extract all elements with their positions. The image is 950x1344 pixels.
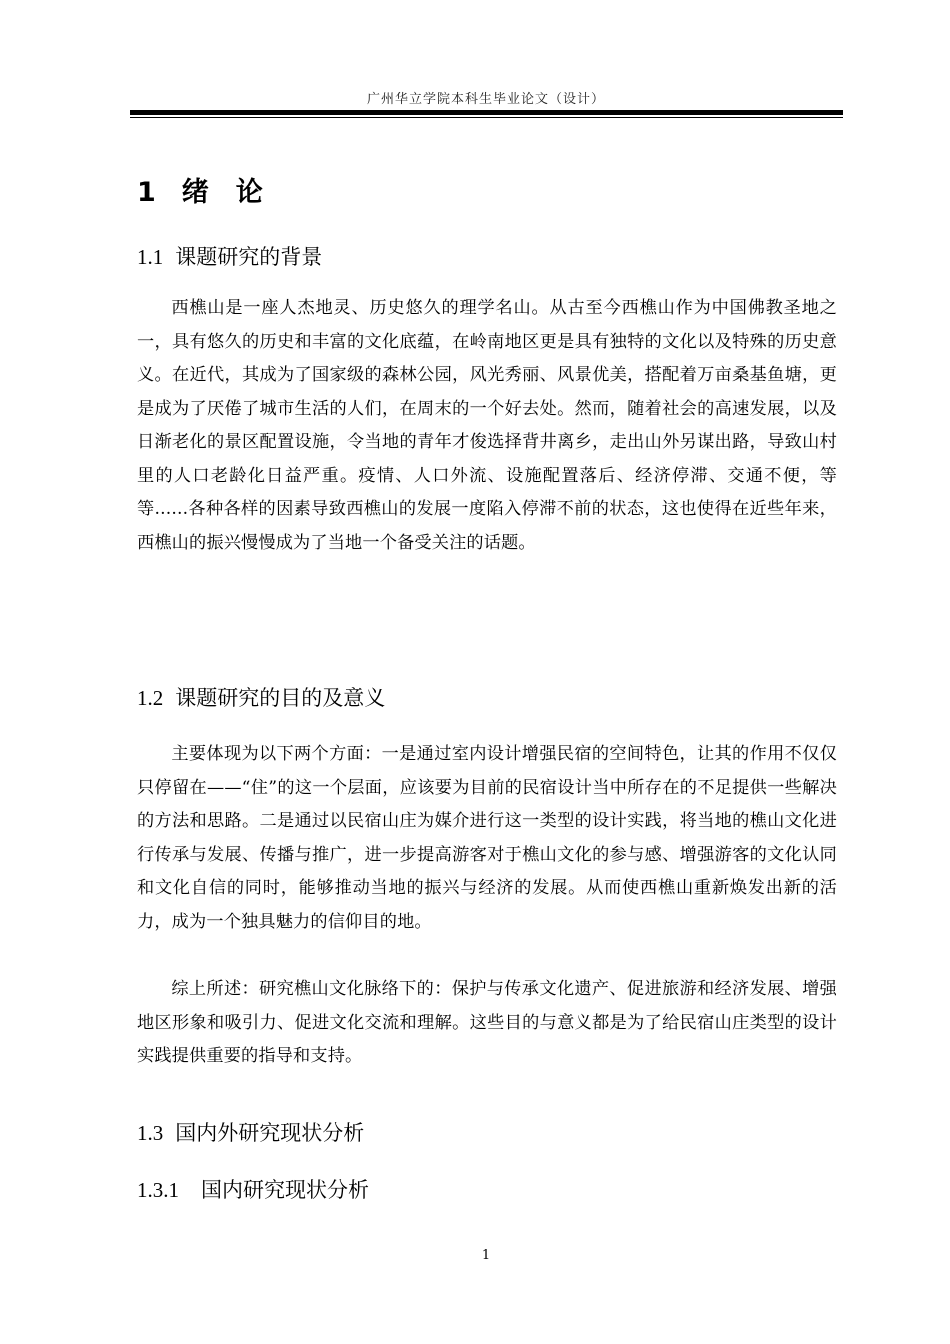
paragraph-background: 西樵山是一座人杰地灵、历史悠久的理学名山。从古至今西樵山作为中国佛教圣地之一，具有悠久的历史和丰富的文化底蕴，在岭南地区更是具有独特的文化以及特殊的历史意义。在近代，其成为了国家级的森林公园，风光秀丽、风景优美，搭配着万亩桑基鱼塘，更是成为了厌倦了城市生活的人们，在周末的一个好去处。然而，随着社会的高速发展，以及日渐老化的景区配置设施，令当地的青年才俊选择背井离乡，走出山外另谋出路，导致山村里的人口老龄化日益严重。疫情、人口外流、设施配置落后、经济停滞、交通不便，等等......各种各样的因素导致西樵山的发展一度陷入停滞不前的状态，这也使得在近些年来，西樵山的振兴慢慢成为了当地一个备受关注的话题。 [137, 298, 837, 553]
section-number: 1.1 [137, 245, 164, 269]
paragraph-purpose: 主要体现为以下两个方面：一是通过室内设计增强民宿的空间特色，让其的作用不仅仅只停留在——“住”的这一个层面，应该要为目前的民宿设计当中所存在的不足提供一些解决的方法和思路。二是通过以民宿山庄为媒介进行这一类型的设计实践，将当地的樵山文化进行传承与发展、传播与推广，进一步提高游客对于樵山文化的参与感、增强游客的文化认同和文化自信的同时，能够推动当地的振兴与经济的发展。从而使西樵山重新焕发出新的活力，成为一个独具魅力的信仰目的地。 [137, 744, 837, 932]
section-title: 国内外研究现状分析 [175, 1121, 365, 1145]
section-number: 1.2 [137, 686, 164, 710]
section-heading-1-3 [137, 1117, 364, 1147]
subsection-number: 1.3.1 [137, 1178, 179, 1202]
header-rule-thin [130, 117, 843, 118]
chapter-title: 绪 论 [181, 177, 263, 208]
chapter-heading [137, 170, 263, 209]
section-title: 课题研究的目的及意义 [175, 686, 386, 710]
section-heading-1-2 [137, 682, 385, 712]
header-rule-thick [130, 110, 843, 115]
page-number: 1 [481, 1248, 491, 1263]
section-title: 课题研究的背景 [175, 245, 323, 269]
subsection-title: 国内研究现状分析 [201, 1178, 369, 1202]
section-number: 1.3 [137, 1121, 164, 1145]
section-heading-1-1 [137, 241, 322, 271]
chapter-number: 1 [137, 177, 156, 208]
running-header: 广州华立学院本科生毕业论文（设计） [366, 92, 605, 107]
subsection-heading-1-3-1 [137, 1174, 369, 1204]
paragraph-summary: 综上所述：研究樵山文化脉络下的：保护与传承文化遗产、促进旅游和经济发展、增强地区形象和吸引力、促进文化交流和理解。这些目的与意义都是为了给民宿山庄类型的设计实践提供重要的指导和支持。 [137, 979, 837, 1066]
